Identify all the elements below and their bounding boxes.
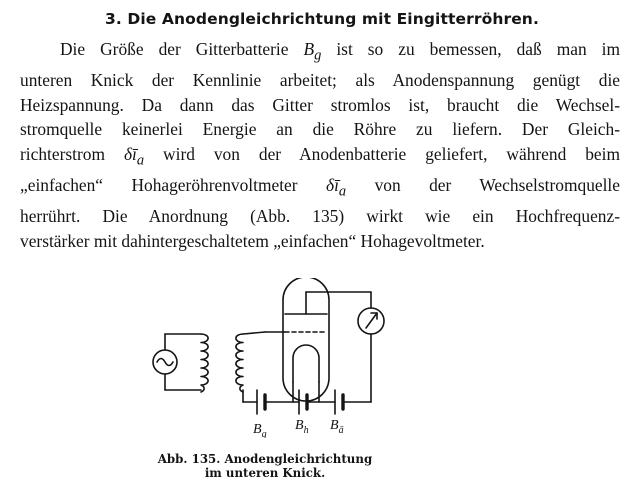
text-segment: ist so zu bemessen, daß man im [321,39,620,59]
body-paragraph [20,37,620,253]
caption-line-2: im unteren Knick. [204,466,326,480]
text-segment: „einfachen“ Hohageröhrenvoltmeter [20,174,326,195]
label-subscript: ā [338,425,344,436]
meter-needle [366,313,377,328]
symbol-letter: B [303,39,315,59]
label-letter: B [295,418,304,433]
sine-wave [157,359,173,366]
figure-caption [130,452,400,480]
label-letter: B [253,422,262,437]
text-line-4: stromquelle keinerlei Energie an die Röhre zu liefern. Der Gleich- [20,119,620,140]
symbol-subscript: g [314,47,322,64]
label-ba [330,418,344,436]
symbol-delta-ia [325,174,347,200]
symbol-bg [303,39,322,64]
text-line-7: herrührt. Die Anordnung (Abb. 135) wirkt wie ein Hochfrequenz- [20,205,620,226]
symbol-delta-ia [123,143,145,169]
label-bg [253,422,267,438]
text-line-5 [20,142,620,173]
grid-wire [243,332,265,334]
text-segment: wird von der Anodenbatterie geliefert, während beim [144,143,621,164]
symbol-letter: δī [123,143,137,164]
symbol-subscript: a [136,152,145,169]
primary-coil [201,334,208,392]
label-bh [295,418,309,436]
circuit-diagram [135,278,495,438]
text-segment: Die Größe der Gitterbatterie [60,39,304,59]
symbol-subscript: a [338,183,347,200]
text-line-2: unteren Knick der Kennlinie arbeitet; als Anodenspannung genügt die [20,70,620,91]
caption-line-1: Abb. 135. Anodengleichrichtung [157,452,373,466]
text-segment: von der Wechselstromquelle [346,174,620,195]
label-letter: B [330,418,339,433]
secondary-coil [236,334,243,392]
text-line-8: verstärker mit dahintergeschaltetem „einfachen“ Hohagevoltmeter. [20,230,485,251]
filament [293,345,319,382]
symbol-letter: δī [325,174,339,195]
text-line-1 [20,37,620,68]
label-subscript: g [261,429,267,438]
label-subscript: h [303,425,309,436]
text-segment: richterstrom [20,143,124,164]
text-line-3: Heizspannung. Da dann das Gitter stromlos ist, braucht die Wechsel- [20,94,620,115]
text-line-6 [20,173,620,204]
section-heading: 3. Die Anodengleichrichtung mit Eingitterröhren. [105,10,539,28]
